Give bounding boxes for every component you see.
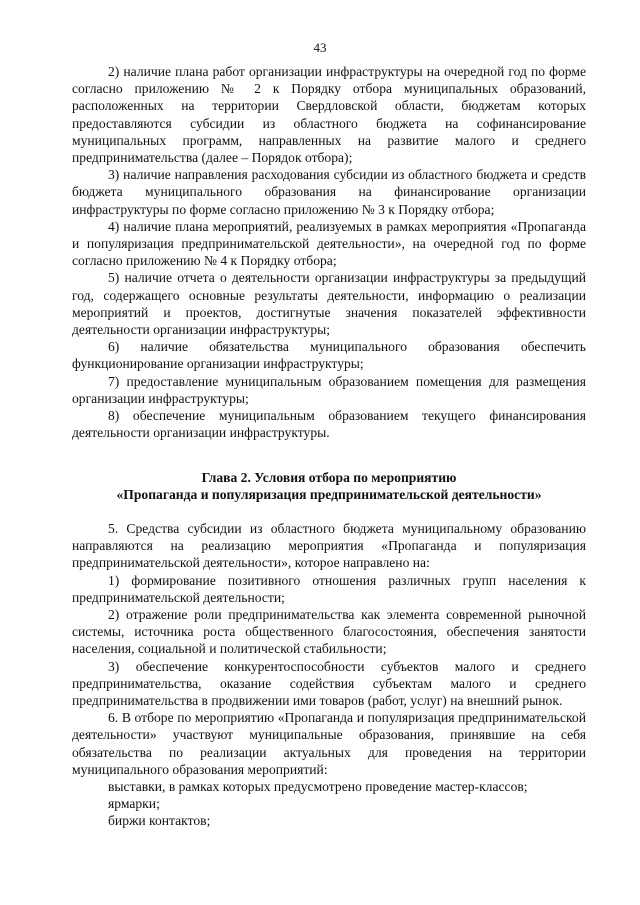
- paragraph: 5. Средства субсидии из областного бюджета муниципальному образованию направляются на реализацию мероприятия «Пропаганда и популяризация предпринимательской деятельности», которое направлено на:: [72, 521, 586, 571]
- paragraph: 6. В отборе по мероприятию «Пропаганда и популяризация предпринимательской деятельности» участвуют муниципальные образования, принявшие на себя обязательства по реализации актуальных для проведения на территории муниципального образования мероприятий:: [72, 710, 586, 777]
- list-item: выставки, в рамках которых предусмотрено проведение мастер-классов;: [108, 779, 528, 795]
- list-item: ярмарки;: [108, 796, 160, 812]
- chapter-heading-line: Глава 2. Условия отбора по мероприятию: [201, 470, 457, 485]
- paragraph: 1) формирование позитивного отношения различных групп населения к предпринимательской деятельности;: [72, 572, 586, 605]
- section-chapter-2-body: [72, 520, 586, 830]
- section-requirements-list: [72, 63, 586, 441]
- paragraph: 8) обеспечение муниципальным образованием текущего финансирования деятельности организации инфраструктуры.: [72, 408, 586, 441]
- paragraph: 3) наличие направления расходования субсидии из областного бюджета и средств бюджета муниципального образования на финансирование организации инфраструктуры по форме согласно приложению № 3 к Порядку отбора;: [72, 167, 586, 217]
- chapter-heading: [72, 469, 586, 503]
- paragraph: 3) обеспечение конкурентоспособности субъектов малого и среднего предпринимательства, оказание содействия субъектам малого и среднего предпринимательства в продвижении ими товаров (работ, услуг) на внешний рынок.: [72, 658, 586, 709]
- page-number: 43: [313, 40, 327, 55]
- paragraph: 4) наличие плана мероприятий, реализуемых в рамках мероприятия «Пропаганда и популяризация предпринимательской деятельности», на очередной год по форме согласно приложению № 4 к Порядку отбора;: [72, 218, 586, 269]
- list-item: биржи контактов;: [108, 813, 211, 829]
- paragraph: 2) наличие плана работ организации инфраструктуры на очередной год по форме согласно приложению № 2 к Порядку отбора муниципальных образований, расположенных на территории Свердловской области, бюджетам которых предоставляются субсидии из областного бюджета на софинансирование муниципальных программ, направленных на развитие малого и среднего предпринимательства (далее – Порядок отбора);: [72, 64, 586, 166]
- paragraph: 5) наличие отчета о деятельности организации инфраструктуры за предыдущий год, содержащего основные результаты деятельности, информацию о реализации мероприятий и проектов, достигнутые значения показателей эффективности деятельности организации инфраструктуры;: [72, 270, 586, 338]
- paragraph: 2) отражение роли предпринимательства как элемента современной рыночной системы, источника роста общественного благосостояния, обеспечения занятости населения, социальной и политической стабильности;: [72, 607, 586, 657]
- chapter-heading-line: «Пропаганда и популяризация предпринимательской деятельности»: [116, 487, 542, 503]
- paragraph: 7) предоставление муниципальным образованием помещения для размещения организации инфраструктуры;: [72, 373, 586, 406]
- paragraph: 6) наличие обязательства муниципального образования обеспечить функционирование организации инфраструктуры;: [72, 339, 586, 372]
